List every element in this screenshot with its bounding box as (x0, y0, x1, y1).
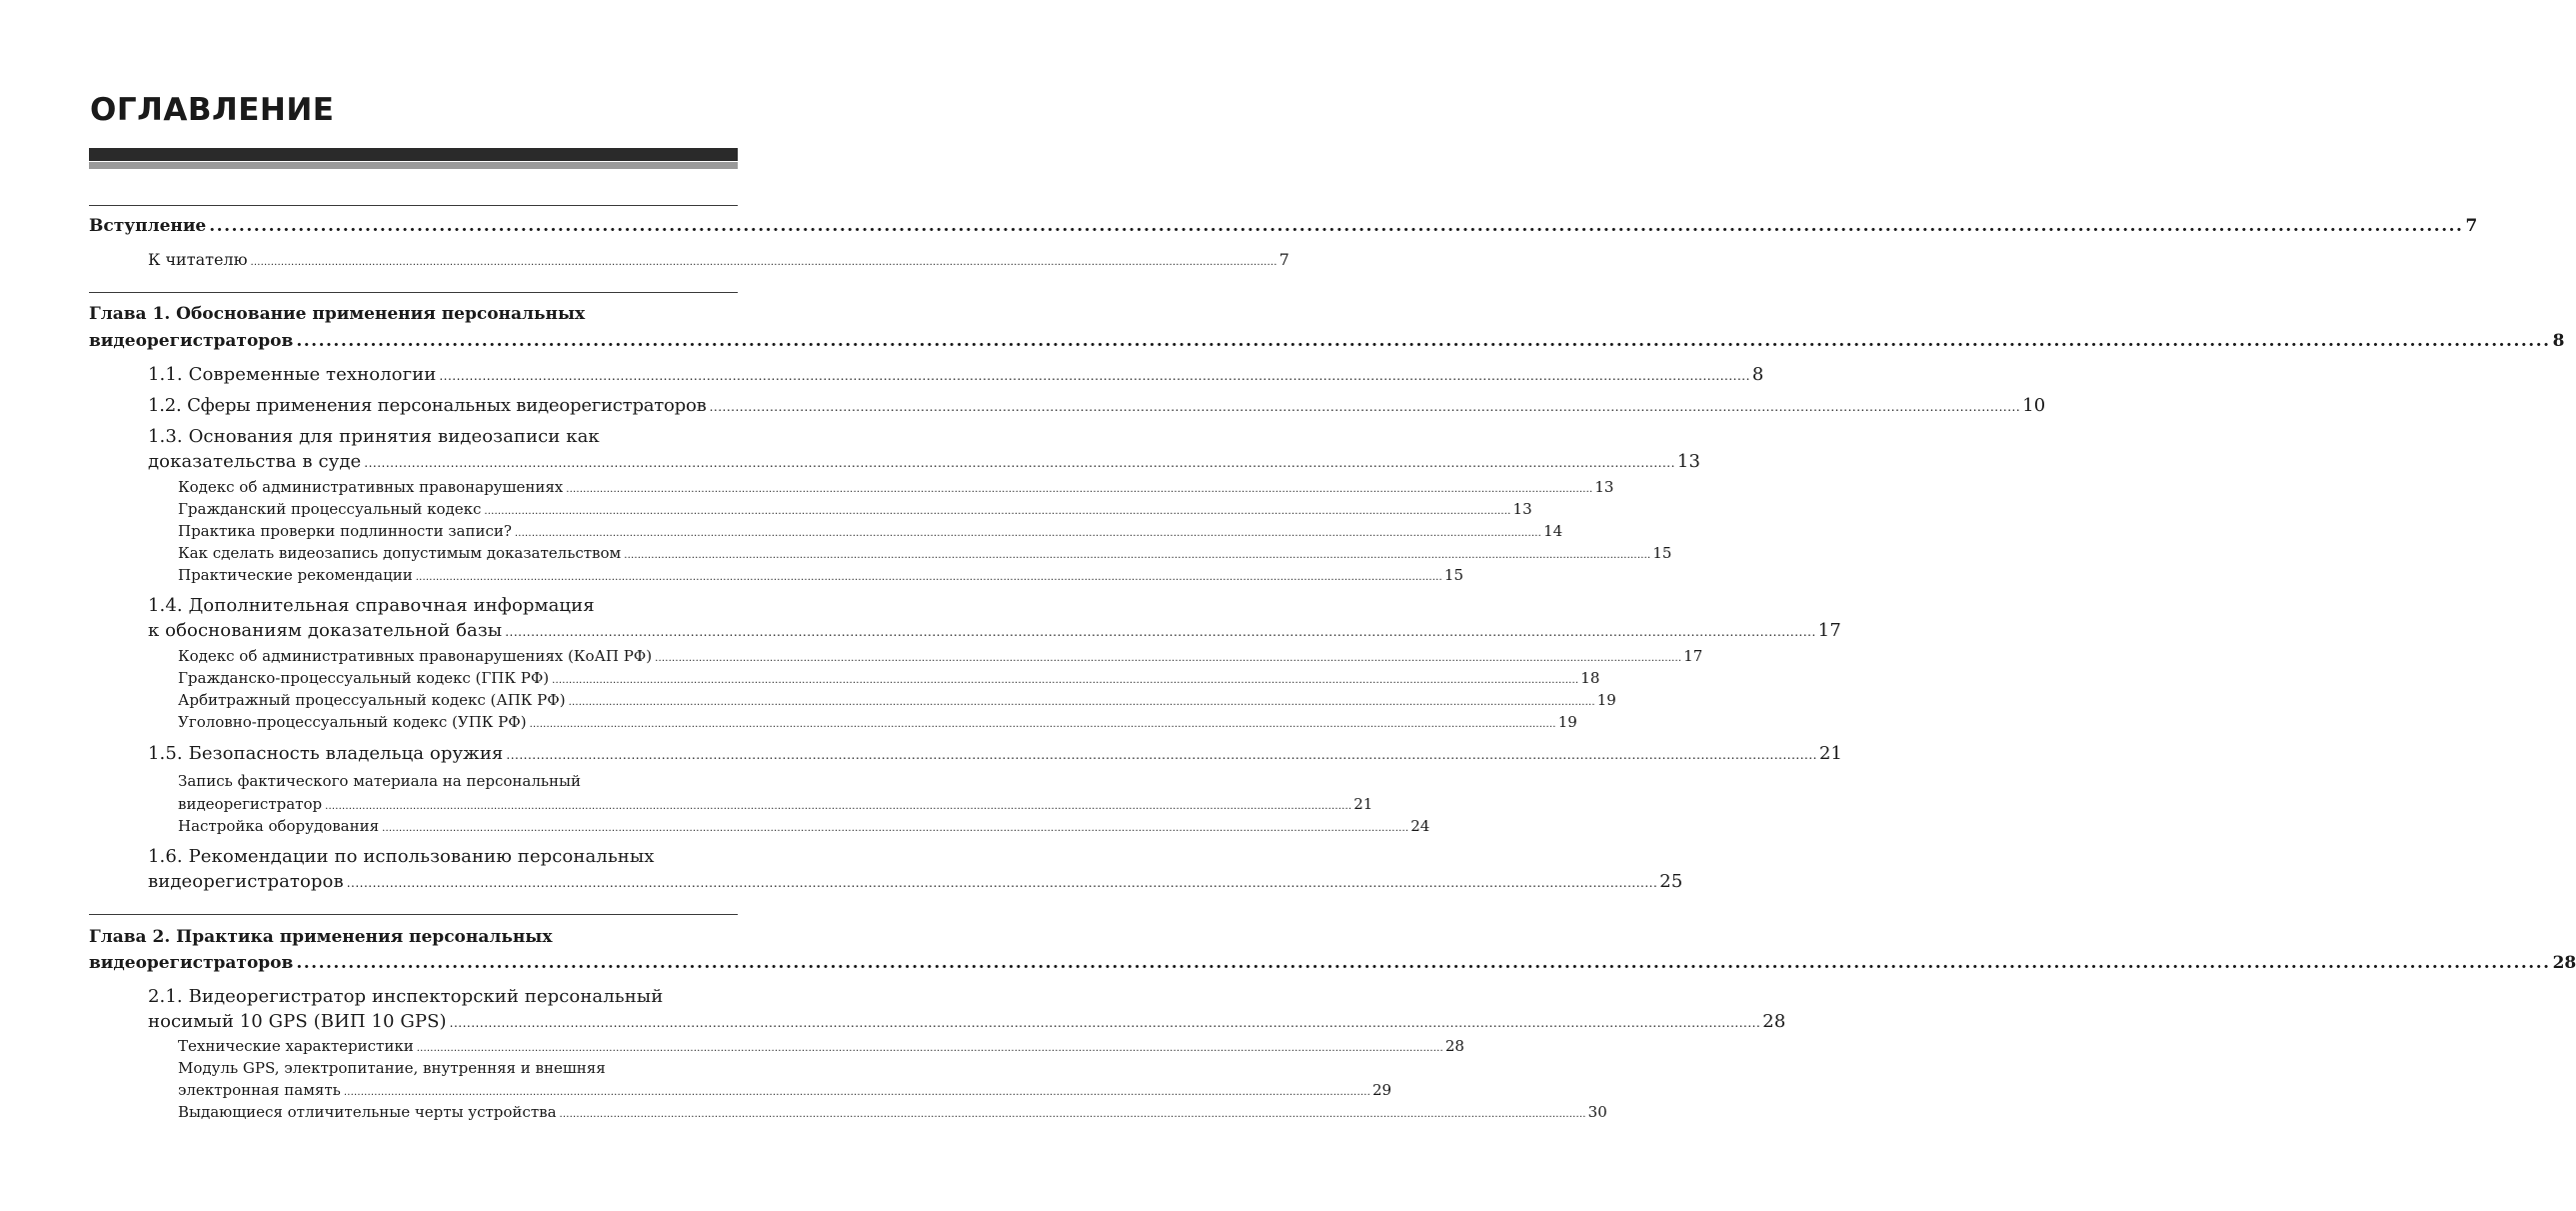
toc-entry-chapter2[interactable] (89, 953, 2576, 973)
divider-chapter1 (89, 292, 738, 293)
title-underline-dark (89, 148, 738, 161)
dot-leader: ................................................................................................................................................................................................................................................................................................................ (449, 1016, 1761, 1030)
dot-leader: ................................................................................................................................................................................................................................................................................................................ (624, 550, 1651, 561)
dot-leader: ................................................................................................................................................................................................................................................................................................................ (343, 1087, 1370, 1098)
toc-entry-title: 1.2. Сферы применения персональных видеорегистраторов (148, 395, 707, 416)
dot-leader: ................................................................................................................................................................................................................................................................................................................ (566, 484, 1593, 495)
toc-entry-1-4-b[interactable] (178, 669, 1600, 687)
toc-entry-title: Кодекс об административных правонарушениях (КоАП РФ) (178, 647, 653, 665)
toc-entry-1-3[interactable] (148, 451, 1700, 472)
toc-entry-title: Выдающиеся отличительные черты устройства (178, 1103, 557, 1121)
toc-entry-intro[interactable] (89, 216, 2478, 236)
toc-entry-1-5[interactable] (148, 743, 1843, 764)
dot-leader: ................................................................................................................................................................................................................................................................................................................ (346, 876, 1658, 890)
toc-entry-title: видеорегистратор (178, 795, 323, 813)
toc-entry-1-1[interactable] (148, 364, 1764, 385)
toc-entry-page: 21 (1353, 795, 1373, 813)
dot-leader: ................................................................................................................................................................................................................................................................................................................ (709, 400, 2021, 414)
toc-entry-title: носимый 10 GPS (ВИП 10 GPS) (148, 1011, 447, 1032)
toc-entry-page: 21 (1818, 743, 1843, 764)
toc-entry-page: 28 (1444, 1037, 1464, 1055)
dot-leader: ................................................................................................................................................................................................................................................................................................................ (382, 823, 1409, 834)
toc-entry-title: Арбитражный процессуальный кодекс (АПК РФ) (178, 691, 566, 709)
toc-entry-1-4-c[interactable] (178, 691, 1616, 709)
toc-1-3-title-line1[interactable]: 1.3. Основания для принятия видеозаписи как (148, 426, 600, 447)
toc-entry-title: Кодекс об административных правонарушениях (178, 478, 564, 496)
toc-entry-title: К читателю (148, 250, 248, 269)
toc-entry-page: 17 (1817, 620, 1841, 641)
dot-leader: ................................................................................................................................................................................................................................................................................................................ (439, 369, 1750, 383)
toc-entry-title: видеорегистраторов (89, 331, 294, 351)
toc-entry-page: 28 (2552, 953, 2576, 973)
toc-entry-page: 13 (1594, 478, 1614, 496)
dot-leader: ................................................................................................................................................................................................................................................................................................................ (296, 953, 2551, 973)
toc-entry-page: 25 (1659, 871, 1683, 892)
divider-intro (89, 205, 738, 206)
toc-entry-page: 15 (1443, 566, 1463, 584)
toc-entry-page: 10 (2022, 395, 2046, 416)
toc-entry-title: доказательства в суде (148, 451, 362, 472)
toc-entry-1-4[interactable] (148, 620, 1841, 641)
dot-leader: ................................................................................................................................................................................................................................................................................................................ (325, 801, 1352, 812)
divider-chapter2 (89, 914, 738, 915)
toc-entry-to-reader[interactable] (148, 250, 1289, 269)
toc-entry-title: 1.5. Безопасность владельца оружия (148, 743, 504, 764)
toc-entry-title: видеорегистраторов (89, 953, 294, 973)
toc-entry-2-1-a[interactable] (178, 1037, 1464, 1055)
toc-entry-page: 19 (1596, 691, 1616, 709)
toc-entry-title: Технические характеристики (178, 1037, 414, 1055)
toc-entry-1-2[interactable] (148, 395, 2046, 416)
toc-entry-title: Гражданский процессуальный кодекс (178, 500, 482, 518)
toc-entry-1-3-c[interactable] (178, 522, 1563, 540)
toc-entry-title: Гражданско-процессуальный кодекс (ГПК РФ) (178, 669, 550, 687)
toc-entry-1-3-e[interactable] (178, 566, 1463, 584)
dot-leader: ................................................................................................................................................................................................................................................................................................................ (364, 456, 1675, 470)
toc-entry-title: Практика проверки подлинности записи? (178, 522, 512, 540)
toc-entry-page: 7 (2465, 216, 2478, 236)
toc-entry-1-5-a[interactable] (178, 795, 1373, 813)
toc-entry-page: 28 (1762, 1011, 1786, 1032)
toc-entry-title: Настройка оборудования (178, 817, 380, 835)
dot-leader: ................................................................................................................................................................................................................................................................................................................ (506, 748, 1817, 762)
dot-leader: ................................................................................................................................................................................................................................................................................................................ (559, 1109, 1586, 1120)
toc-entry-1-5-b[interactable] (178, 817, 1430, 835)
toc-entry-page: 8 (1751, 364, 1764, 385)
title-underline-grey (89, 162, 738, 169)
toc-entry-page: 17 (1683, 647, 1703, 665)
dot-leader: ................................................................................................................................................................................................................................................................................................................ (552, 675, 1579, 686)
toc-entry-title: Практические рекомендации (178, 566, 413, 584)
toc-entry-1-3-b[interactable] (178, 500, 1532, 518)
dot-leader: ................................................................................................................................................................................................................................................................................................................ (296, 331, 2551, 351)
toc-entry-page: 8 (2552, 331, 2565, 351)
toc-entry-page: 13 (1676, 451, 1700, 472)
toc-1-5-a-line1[interactable]: Запись фактического материала на персональный (178, 772, 581, 790)
dot-leader: ................................................................................................................................................................................................................................................................................................................ (416, 1043, 1443, 1054)
dot-leader: ................................................................................................................................................................................................................................................................................................................ (415, 572, 1442, 583)
toc-chapter1-title-line1[interactable]: Глава 1. Обоснование применения персональных (89, 304, 586, 324)
toc-entry-2-1[interactable] (148, 1011, 1786, 1032)
toc-1-4-title-line1[interactable]: 1.4. Дополнительная справочная информация (148, 595, 595, 616)
toc-1-6-title-line1[interactable]: 1.6. Рекомендации по использованию персональных (148, 846, 655, 867)
dot-leader: ................................................................................................................................................................................................................................................................................................................ (529, 719, 1556, 730)
toc-entry-page: 30 (1587, 1103, 1607, 1121)
toc-entry-page: 15 (1652, 544, 1672, 562)
toc-entry-title: Вступление (89, 216, 207, 236)
toc-entry-page: 18 (1580, 669, 1600, 687)
dot-leader: ................................................................................................................................................................................................................................................................................................................ (484, 506, 1511, 517)
page-title: ОГЛАВЛЕНИЕ (90, 92, 335, 128)
toc-entry-title: электронная память (178, 1081, 341, 1099)
toc-entry-1-3-d[interactable] (178, 544, 1672, 562)
toc-entry-page: 29 (1371, 1081, 1392, 1099)
dot-leader: ................................................................................................................................................................................................................................................................................................................ (250, 257, 1278, 268)
toc-entry-1-3-a[interactable] (178, 478, 1614, 496)
toc-entry-title: 1.1. Современные технологии (148, 364, 437, 385)
toc-entry-1-6[interactable] (148, 871, 1683, 892)
toc-entry-page: 24 (1410, 817, 1430, 835)
toc-2-1-b-line1[interactable]: Модуль GPS, электропитание, внутренняя и внешняя (178, 1059, 606, 1077)
dot-leader: ................................................................................................................................................................................................................................................................................................................ (505, 625, 1816, 639)
toc-entry-page: 14 (1543, 522, 1563, 540)
toc-entry-1-4-d[interactable] (178, 713, 1577, 731)
toc-entry-2-1-b[interactable] (178, 1081, 1392, 1099)
toc-chapter2-title-line1[interactable]: Глава 2. Практика применения персональных (89, 927, 553, 947)
toc-entry-page: 19 (1557, 713, 1577, 731)
toc-entry-2-1-c[interactable] (178, 1103, 1607, 1121)
toc-entry-title: видеорегистраторов (148, 871, 344, 892)
toc-entry-chapter1[interactable] (89, 331, 2565, 351)
dot-leader: ................................................................................................................................................................................................................................................................................................................ (655, 653, 1682, 664)
toc-entry-1-4-a[interactable] (178, 647, 1703, 665)
toc-2-1-title-line1[interactable]: 2.1. Видеорегистратор инспекторский персональный (148, 986, 664, 1007)
dot-leader: ................................................................................................................................................................................................................................................................................................................ (568, 697, 1595, 708)
toc-entry-title: Как сделать видеозапись допустимым доказательством (178, 544, 622, 562)
toc-entry-title: к обоснованиям доказательной базы (148, 620, 503, 641)
toc-entry-page: 13 (1512, 500, 1532, 518)
toc-entry-page: 7 (1279, 250, 1289, 269)
toc-entry-title: Уголовно-процессуальный кодекс (УПК РФ) (178, 713, 527, 731)
dot-leader: ................................................................................................................................................................................................................................................................................................................ (514, 528, 1542, 539)
dot-leader: ................................................................................................................................................................................................................................................................................................................ (209, 216, 2464, 236)
